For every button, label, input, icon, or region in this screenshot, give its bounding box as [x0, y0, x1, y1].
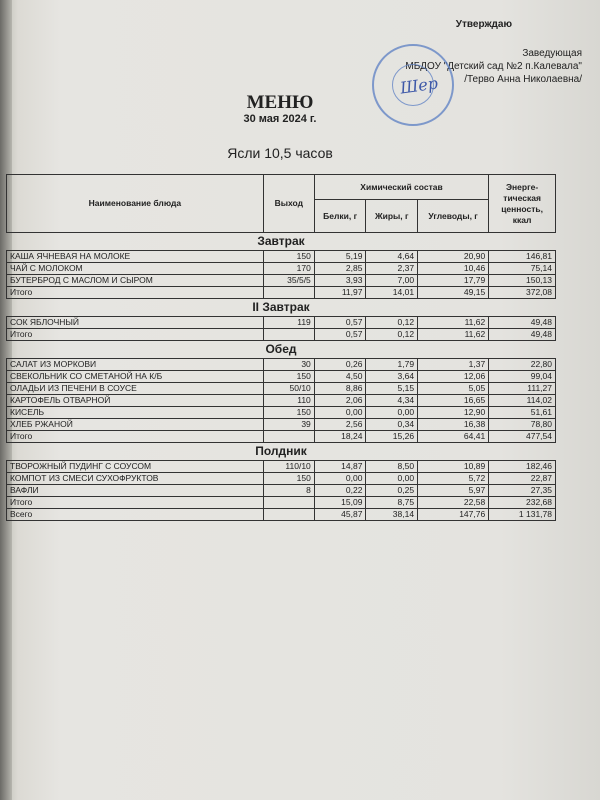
- dish-carb: 12,06: [418, 371, 489, 383]
- dish-fat: 0,00: [366, 407, 418, 419]
- dish-protein: 14,87: [314, 461, 366, 473]
- dish-name: СОК ЯБЛОЧНЫЙ: [7, 317, 264, 329]
- total-fat: 14,01: [366, 287, 418, 299]
- section-title: Обед: [7, 341, 556, 359]
- section-title: Завтрак: [7, 233, 556, 251]
- grand-total-energy: 1 131,78: [489, 509, 556, 521]
- dish-yield: 50/10: [263, 383, 314, 395]
- dish-energy: 78,80: [489, 419, 556, 431]
- dish-energy: 182,46: [489, 461, 556, 473]
- menu-table: [6, 174, 556, 521]
- total-fat: 15,26: [366, 431, 418, 443]
- total-yield: [263, 287, 314, 299]
- section-header-row: [7, 233, 556, 251]
- col-protein-header: Белки, г: [314, 200, 366, 233]
- dish-row: [7, 419, 556, 431]
- dish-carb: 1,37: [418, 359, 489, 371]
- dish-name: САЛАТ ИЗ МОРКОВИ: [7, 359, 264, 371]
- dish-yield: 110/10: [263, 461, 314, 473]
- dish-row: [7, 473, 556, 485]
- dish-row: [7, 407, 556, 419]
- section-title: II Завтрак: [7, 299, 556, 317]
- total-label: Итого: [7, 329, 264, 341]
- dish-fat: 4,34: [366, 395, 418, 407]
- dish-protein: 0,26: [314, 359, 366, 371]
- dish-energy: 146,81: [489, 251, 556, 263]
- col-chem-header: Химический состав: [314, 175, 488, 200]
- dish-energy: 27,35: [489, 485, 556, 497]
- approval-person: /Терво Анна Николаевна/: [464, 74, 582, 85]
- dish-carb: 16,38: [418, 419, 489, 431]
- dish-row: [7, 485, 556, 497]
- dish-name: КОМПОТ ИЗ СМЕСИ СУХОФРУКТОВ: [7, 473, 264, 485]
- dish-energy: 114,02: [489, 395, 556, 407]
- dish-fat: 0,25: [366, 485, 418, 497]
- dish-name: СВЕКОЛЬНИК СО СМЕТАНОЙ НА К/Б: [7, 371, 264, 383]
- dish-fat: 7,00: [366, 275, 418, 287]
- dish-protein: 0,22: [314, 485, 366, 497]
- approval-heading: Утверждаю: [455, 19, 512, 30]
- col-energy-header: Энерге-тическая ценность, ккал: [489, 175, 556, 233]
- grand-total-carb: 147,76: [418, 509, 489, 521]
- dish-fat: 2,37: [366, 263, 418, 275]
- dish-fat: 5,15: [366, 383, 418, 395]
- menu-body: [7, 233, 556, 521]
- total-protein: 18,24: [314, 431, 366, 443]
- dish-fat: 1,79: [366, 359, 418, 371]
- dish-protein: 2,85: [314, 263, 366, 275]
- dish-fat: 0,34: [366, 419, 418, 431]
- dish-energy: 111,27: [489, 383, 556, 395]
- dish-protein: 2,56: [314, 419, 366, 431]
- dish-protein: 0,57: [314, 317, 366, 329]
- section-title: Полдник: [7, 443, 556, 461]
- dish-carb: 5,72: [418, 473, 489, 485]
- dish-fat: 0,00: [366, 473, 418, 485]
- dish-yield: 30: [263, 359, 314, 371]
- dish-protein: 4,50: [314, 371, 366, 383]
- dish-name: КАРТОФЕЛЬ ОТВАРНОЙ: [7, 395, 264, 407]
- section-header-row: [7, 443, 556, 461]
- col-yield-header: Выход: [263, 175, 314, 233]
- dish-name: ОЛАДЬИ ИЗ ПЕЧЕНИ В СОУСЕ: [7, 383, 264, 395]
- dish-row: [7, 395, 556, 407]
- total-yield: [263, 329, 314, 341]
- grand-total-yield: [263, 509, 314, 521]
- dish-row: [7, 275, 556, 287]
- group-name: Ясли 10,5 часов: [227, 145, 333, 161]
- dish-carb: 5,97: [418, 485, 489, 497]
- dish-row: [7, 359, 556, 371]
- dish-name: ВАФЛИ: [7, 485, 264, 497]
- dish-energy: 150,13: [489, 275, 556, 287]
- dish-yield: 150: [263, 251, 314, 263]
- menu-date: 30 мая 2024 г.: [243, 113, 317, 125]
- dish-protein: 0,00: [314, 473, 366, 485]
- grand-total-protein: 45,87: [314, 509, 366, 521]
- section-total-row: [7, 497, 556, 509]
- total-label: Итого: [7, 497, 264, 509]
- col-carb-header: Углеводы, г: [418, 200, 489, 233]
- total-fat: 8,75: [366, 497, 418, 509]
- grand-total-label: Всего: [7, 509, 264, 521]
- dish-energy: 99,04: [489, 371, 556, 383]
- dish-carb: 11,62: [418, 317, 489, 329]
- dish-name: КАША ЯЧНЕВАЯ НА МОЛОКЕ: [7, 251, 264, 263]
- dish-yield: 35/5/5: [263, 275, 314, 287]
- dish-protein: 8,86: [314, 383, 366, 395]
- dish-carb: 12,90: [418, 407, 489, 419]
- total-fat: 0,12: [366, 329, 418, 341]
- dish-energy: 51,61: [489, 407, 556, 419]
- dish-carb: 17,79: [418, 275, 489, 287]
- dish-energy: 22,87: [489, 473, 556, 485]
- dish-name: КИСЕЛЬ: [7, 407, 264, 419]
- dish-name: БУТЕРБРОД С МАСЛОМ И СЫРОМ: [7, 275, 264, 287]
- dish-energy: 49,48: [489, 317, 556, 329]
- col-fat-header: Жиры, г: [366, 200, 418, 233]
- dish-yield: 39: [263, 419, 314, 431]
- total-protein: 15,09: [314, 497, 366, 509]
- dish-energy: 75,14: [489, 263, 556, 275]
- col-name-header: Наименование блюда: [7, 175, 264, 233]
- dish-fat: 8,50: [366, 461, 418, 473]
- total-energy: 477,54: [489, 431, 556, 443]
- total-energy: 232,68: [489, 497, 556, 509]
- dish-row: [7, 461, 556, 473]
- dish-row: [7, 263, 556, 275]
- total-label: Итого: [7, 287, 264, 299]
- dish-yield: 8: [263, 485, 314, 497]
- total-carb: 22,58: [418, 497, 489, 509]
- dish-yield: 110: [263, 395, 314, 407]
- grand-total-fat: 38,14: [366, 509, 418, 521]
- dish-fat: 3,64: [366, 371, 418, 383]
- dish-fat: 0,12: [366, 317, 418, 329]
- dish-carb: 10,46: [418, 263, 489, 275]
- total-protein: 0,57: [314, 329, 366, 341]
- dish-energy: 22,80: [489, 359, 556, 371]
- dish-yield: 119: [263, 317, 314, 329]
- dish-row: [7, 383, 556, 395]
- dish-row: [7, 371, 556, 383]
- total-carb: 49,15: [418, 287, 489, 299]
- total-yield: [263, 431, 314, 443]
- dish-name: ХЛЕБ РЖАНОЙ: [7, 419, 264, 431]
- total-energy: 372,08: [489, 287, 556, 299]
- dish-name: ТВОРОЖНЫЙ ПУДИНГ С СОУСОМ: [7, 461, 264, 473]
- dish-yield: 150: [263, 407, 314, 419]
- dish-carb: 10,89: [418, 461, 489, 473]
- dish-name: ЧАЙ С МОЛОКОМ: [7, 263, 264, 275]
- dish-fat: 4,64: [366, 251, 418, 263]
- total-protein: 11,97: [314, 287, 366, 299]
- dish-carb: 16,65: [418, 395, 489, 407]
- dish-yield: 170: [263, 263, 314, 275]
- total-label: Итого: [7, 431, 264, 443]
- total-carb: 11,62: [418, 329, 489, 341]
- page-title: МЕНЮ: [246, 92, 314, 113]
- section-total-row: [7, 329, 556, 341]
- grand-total-row: [7, 509, 556, 521]
- total-carb: 64,41: [418, 431, 489, 443]
- dish-yield: 150: [263, 371, 314, 383]
- dish-row: [7, 317, 556, 329]
- dish-yield: 150: [263, 473, 314, 485]
- dish-protein: 0,00: [314, 407, 366, 419]
- dish-protein: 5,19: [314, 251, 366, 263]
- dish-row: [7, 251, 556, 263]
- section-header-row: [7, 299, 556, 317]
- section-total-row: [7, 431, 556, 443]
- handwritten-signature: Шер: [398, 73, 440, 98]
- dish-protein: 2,06: [314, 395, 366, 407]
- section-total-row: [7, 287, 556, 299]
- approval-org: МБДОУ "Детский сад №2 п.Калевала": [405, 61, 582, 72]
- dish-carb: 5,05: [418, 383, 489, 395]
- dish-protein: 3,93: [314, 275, 366, 287]
- dish-carb: 20,90: [418, 251, 489, 263]
- total-energy: 49,48: [489, 329, 556, 341]
- approval-position: Заведующая: [522, 48, 582, 59]
- total-yield: [263, 497, 314, 509]
- section-header-row: [7, 341, 556, 359]
